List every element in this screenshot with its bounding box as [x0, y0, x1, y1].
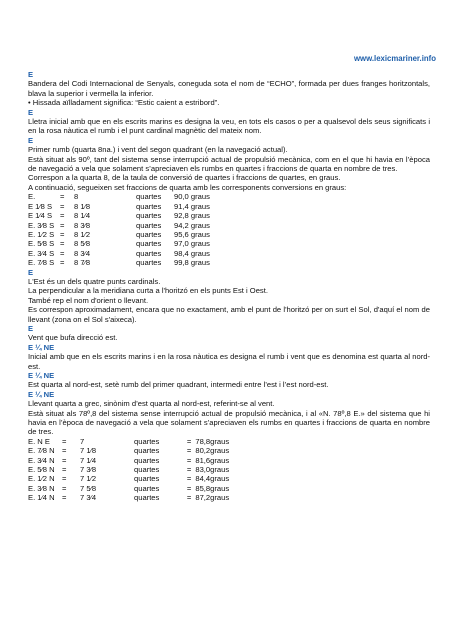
entry-section: [28, 108, 430, 136]
table-cell: =: [62, 455, 67, 465]
entry-section: [28, 371, 430, 390]
conversion-table: [28, 192, 210, 267]
table-cell: E 1⁄4 S: [28, 211, 53, 221]
table-cell: quartes: [134, 446, 160, 456]
table-cell: 8 1⁄2: [74, 229, 91, 239]
entry-heading: E ¼ NE: [28, 371, 55, 380]
entry-heading: E: [28, 323, 34, 333]
table-cell: 91,4 graus: [174, 201, 210, 211]
entry-paragraph: Correspon a la quarta 8, de la taula de conversió de quartes i fraccions de quartes, en graus.: [28, 173, 341, 183]
table-cell: E. 5⁄8 N: [28, 465, 55, 475]
table-cell: =: [62, 446, 67, 456]
table-row: [28, 230, 210, 239]
table-cell: 81,6: [195, 455, 211, 465]
table-cell: quartes: [136, 201, 162, 211]
table-cell: quartes: [136, 248, 162, 258]
entry-paragraph: A continuació, segueixen set fraccions de quarta amb les corresponents conversions en graus:: [28, 182, 347, 192]
entry-paragraph: Està situat als 78º,8 del sistema sense interrupció actual de propulsió mecànica, i al «N. 78º,8 E.» del sistema que hi havia en l’època de navegació a vela que solament s’apreciaven els rumbs en quartes i fraccions de quarta en nombre de tres.: [28, 408, 430, 437]
entry-section: [28, 136, 430, 268]
table-cell: 80,2: [195, 446, 211, 456]
table-cell: 7 5⁄8: [80, 483, 97, 493]
entry-paragraph: • Hissada aïlladament significa: “Estic caient a estribord”.: [28, 98, 220, 108]
table-cell: E. 7⁄8 S: [28, 258, 55, 268]
table-cell: quartes: [134, 465, 160, 475]
entry-paragraph: Bandera del Codi Internacional de Senyals, coneguda sota el nom de “ECHO”, formada per dues franges horitzontals, blava la superior i vermella la inferior.: [28, 79, 430, 98]
table-row: [28, 456, 229, 465]
table-cell: graus: [210, 436, 230, 446]
table-cell: graus: [210, 455, 230, 465]
table-cell: 8 3⁄4: [74, 248, 91, 258]
table-cell: =: [60, 192, 65, 202]
table-row: [28, 465, 229, 474]
entry-heading: E ¼ NE: [28, 389, 55, 399]
table-cell: 8 7⁄8: [74, 258, 91, 268]
table-cell: graus: [210, 474, 230, 484]
table-cell: =: [186, 465, 192, 475]
table-row: [28, 258, 210, 267]
table-cell: E. N E: [28, 436, 50, 446]
table-cell: =: [60, 258, 65, 268]
table-cell: 7: [80, 436, 85, 446]
table-cell: 7 1⁄8: [80, 446, 97, 456]
entry-heading: E: [28, 70, 34, 79]
table-row: [28, 249, 210, 258]
table-cell: 98,4 graus: [174, 248, 210, 258]
table-cell: 92,8 graus: [174, 211, 210, 221]
table-row: [28, 437, 229, 446]
table-row: [28, 484, 229, 493]
table-cell: 8 1⁄8: [74, 201, 91, 211]
table-cell: E. 5⁄8 S: [28, 239, 55, 249]
table-cell: 84,4: [195, 474, 211, 484]
table-cell: quartes: [134, 436, 160, 446]
table-row: [28, 239, 210, 248]
table-cell: E. 1⁄2 S: [28, 229, 55, 239]
table-cell: =: [60, 229, 65, 239]
entry-section: [28, 70, 430, 108]
conversion-table: [28, 437, 229, 503]
table-row: [28, 493, 229, 502]
table-cell: 90,0 graus: [174, 192, 210, 202]
table-cell: 85,8: [195, 483, 211, 493]
table-cell: quartes: [134, 474, 160, 484]
table-cell: 95,6 graus: [174, 229, 210, 239]
table-cell: quartes: [136, 220, 162, 230]
entry-section: [28, 390, 430, 503]
entry-section: [28, 268, 430, 324]
table-cell: E. 3⁄4 S: [28, 248, 55, 258]
table-cell: graus: [210, 493, 230, 503]
table-cell: E. 3⁄4 N: [28, 455, 55, 465]
table-row: [28, 202, 210, 211]
table-cell: quartes: [134, 493, 160, 503]
table-cell: =: [60, 220, 65, 230]
entry-paragraph: També rep el nom d'orient o llevant.: [28, 295, 149, 305]
table-cell: =: [186, 483, 192, 493]
table-cell: =: [62, 493, 67, 503]
table-cell: quartes: [136, 258, 162, 268]
table-cell: =: [60, 201, 65, 211]
table-cell: 7 3⁄8: [80, 465, 97, 475]
table-cell: =: [186, 493, 192, 503]
table-cell: 78,8: [195, 436, 211, 446]
table-cell: graus: [210, 483, 230, 493]
table-cell: E.: [28, 192, 36, 202]
table-cell: graus: [210, 446, 230, 456]
table-row: [28, 221, 210, 230]
table-cell: 8 1⁄4: [74, 211, 91, 221]
table-cell: quartes: [136, 211, 162, 221]
entry-paragraph: Vent que bufa direcció est.: [28, 333, 118, 343]
table-cell: =: [60, 211, 65, 221]
entry-paragraph: Llevant quarta a grec, sinònim d’est quarta al nord-est, referint-se al vent.: [28, 399, 275, 409]
table-cell: E. 1⁄2 N: [28, 474, 55, 484]
table-cell: quartes: [134, 483, 160, 493]
entry-heading: E: [28, 107, 34, 117]
table-cell: quartes: [136, 229, 162, 239]
table-cell: 8: [74, 192, 79, 202]
entry-section: [28, 343, 430, 371]
table-cell: 87,2: [195, 493, 211, 503]
table-row: [28, 211, 210, 220]
table-cell: E. 3⁄8 N: [28, 483, 55, 493]
table-cell: 8 3⁄8: [74, 220, 91, 230]
table-cell: =: [186, 436, 192, 446]
table-cell: 7 1⁄4: [80, 455, 97, 465]
entry-paragraph: Primer rumb (quarta 8na.) i vent del segon quadrant (en la navegació actual).: [28, 145, 288, 155]
table-cell: quartes: [134, 455, 160, 465]
table-row: [28, 474, 229, 483]
table-cell: E 1⁄8 S: [28, 201, 53, 211]
table-cell: 8 5⁄8: [74, 239, 91, 249]
entry-heading: E: [28, 135, 34, 145]
table-cell: 99,8 graus: [174, 258, 210, 268]
table-cell: =: [62, 474, 67, 484]
entry-paragraph: L'Est és un dels quatre punts cardinals.: [28, 276, 161, 286]
table-cell: E. 1⁄4 N: [28, 493, 55, 503]
table-cell: 83,0: [195, 465, 211, 475]
entry-section: [28, 324, 430, 343]
table-cell: =: [186, 474, 192, 484]
entry-paragraph: Lletra inicial amb que en els escrits marins es designa la veu, en tots els casos o per a qualsevol dels seus significats i en la rosa nàutica el rumb i el punt cardinal magnètic del mateix nom.: [28, 117, 430, 136]
table-cell: E. 7⁄8 N: [28, 446, 55, 456]
table-row: [28, 192, 210, 201]
entry-paragraph: Inicial amb que en els escrits marins i en la rosa nàutica es designa el rumb i vent que es denomina est quarta al nord-est.: [28, 352, 430, 371]
table-cell: E. 3⁄8 S: [28, 220, 55, 230]
table-cell: =: [62, 483, 67, 493]
table-cell: quartes: [136, 192, 162, 202]
document-content: [28, 70, 430, 503]
table-cell: =: [62, 436, 67, 446]
table-cell: =: [62, 465, 67, 475]
table-cell: 97,0 graus: [174, 239, 210, 249]
table-cell: quartes: [136, 239, 162, 249]
entry-heading: E ¼ NE: [28, 342, 55, 352]
table-cell: 7 1⁄2: [80, 474, 97, 484]
entry-heading: E: [28, 267, 34, 277]
table-cell: 7 3⁄4: [80, 493, 97, 503]
table-cell: 94,2 graus: [174, 220, 210, 230]
site-url[interactable]: www.lexicmariner.info: [353, 54, 436, 63]
entry-paragraph: Es correspon aproximadament, encara que no exactament, amb el punt de l'horitzó per on surt el Sol, d'aquí el nom de llevant (zona on el Sol s'aixeca).: [28, 305, 430, 324]
table-cell: =: [60, 248, 65, 258]
table-cell: =: [186, 455, 192, 465]
entry-paragraph: Est quarta al nord-est, setè rumb del primer quadrant, intermedi entre l’est i l’est nord-est.: [28, 380, 329, 390]
table-row: [28, 446, 229, 455]
table-cell: graus: [210, 465, 230, 475]
entry-paragraph: La perpendicular a la meridiana curta a l'horitzó en els punts Est i Oest.: [28, 286, 268, 296]
table-cell: =: [186, 446, 192, 456]
table-cell: =: [60, 239, 65, 249]
entry-paragraph: Està situat als 90º, tant del sistema sense interrupció actual de propulsió mecànica, com en el que hi havia en l’època de navegació a vela que solament s’apreciaven els rumbs en quartes i fraccions de quarta en nombre de tres.: [28, 154, 430, 174]
